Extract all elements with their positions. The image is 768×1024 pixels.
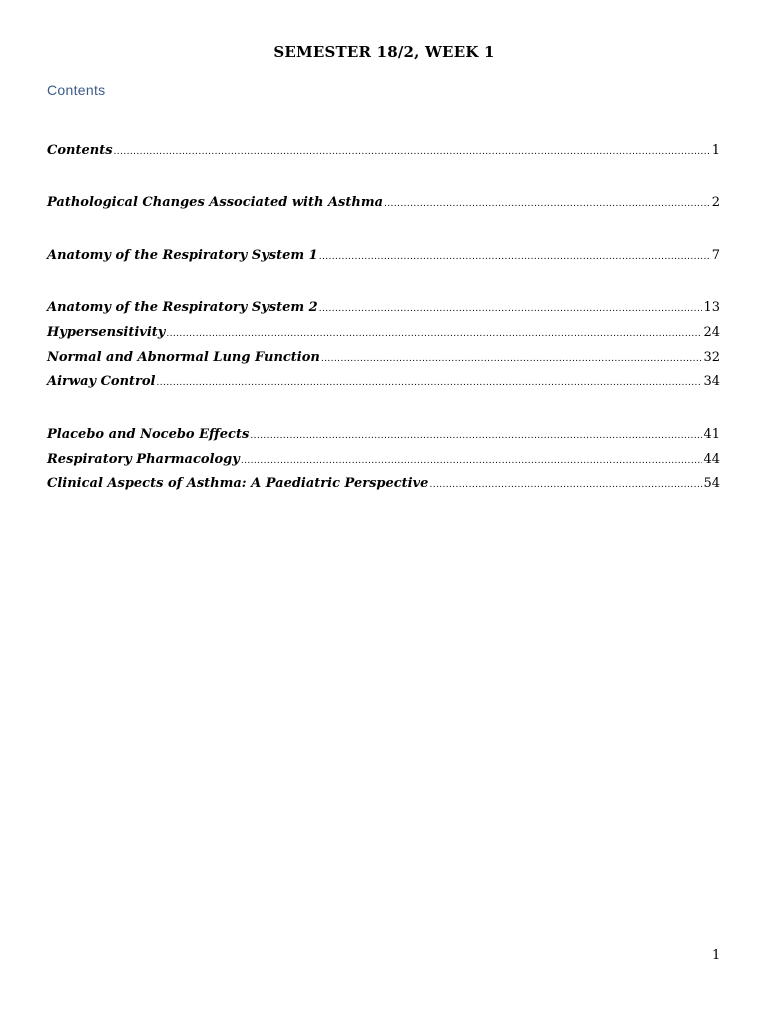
toc-entry-page: 7	[711, 248, 720, 263]
toc-leader-dots	[319, 252, 711, 262]
toc-entry-label: Anatomy of the Respiratory System 2	[47, 300, 318, 315]
toc-entry-clinical-aspects[interactable]	[47, 476, 720, 494]
toc-entry-page: 44	[703, 452, 720, 467]
toc-entry-label: Contents	[47, 143, 113, 158]
toc-entry-placebo-nocebo[interactable]	[47, 427, 720, 445]
toc-entry-anatomy-2[interactable]	[47, 300, 720, 318]
toc-entry-label: Placebo and Nocebo Effects	[47, 427, 250, 442]
toc-entry-label: Pathological Changes Associated with Asthma	[47, 195, 384, 210]
toc-entry-page: 32	[703, 350, 720, 365]
toc-entry-page: 41	[703, 427, 720, 442]
toc-entry-label: Hypersensitivity	[47, 325, 166, 340]
toc-entry-contents[interactable]	[47, 143, 720, 161]
toc-entry-page: 24	[703, 325, 720, 340]
toc-leader-dots	[321, 354, 703, 364]
toc-entry-label: Respiratory Pharmacology	[47, 452, 240, 467]
toc-entry-label: Airway Control	[47, 374, 156, 389]
toc-entry-hypersensitivity[interactable]	[47, 325, 720, 343]
toc-entry-page: 13	[703, 300, 720, 315]
toc-leader-dots	[114, 147, 711, 157]
toc-entry-anatomy-1[interactable]	[47, 248, 720, 266]
toc-entry-page: 1	[711, 143, 720, 158]
toc-leader-dots	[250, 431, 702, 441]
contents-heading: Contents	[47, 82, 106, 98]
toc-entry-airway-control[interactable]	[47, 374, 720, 392]
toc-entry-label: Anatomy of the Respiratory System 1	[47, 248, 318, 263]
page-title: SEMESTER 18/2, WEEK 1	[273, 43, 495, 61]
toc-entry-lung-function[interactable]	[47, 350, 720, 368]
toc-leader-dots	[319, 304, 703, 314]
toc-entry-page: 54	[703, 476, 720, 491]
toc-leader-dots	[166, 329, 702, 339]
toc-entry-label: Clinical Aspects of Asthma: A Paediatric Perspective	[47, 476, 429, 491]
toc-leader-dots	[241, 456, 703, 466]
toc-entry-page: 34	[703, 374, 720, 389]
toc-leader-dots	[429, 480, 702, 490]
toc-leader-dots	[157, 378, 703, 388]
toc-leader-dots	[384, 199, 711, 209]
toc-entry-label: Normal and Abnormal Lung Function	[47, 350, 320, 365]
toc-entry-pathological-changes[interactable]	[47, 195, 720, 213]
toc-entry-page: 2	[711, 195, 720, 210]
toc-entry-respiratory-pharmacology[interactable]	[47, 452, 720, 470]
page-number: 1	[712, 948, 721, 963]
